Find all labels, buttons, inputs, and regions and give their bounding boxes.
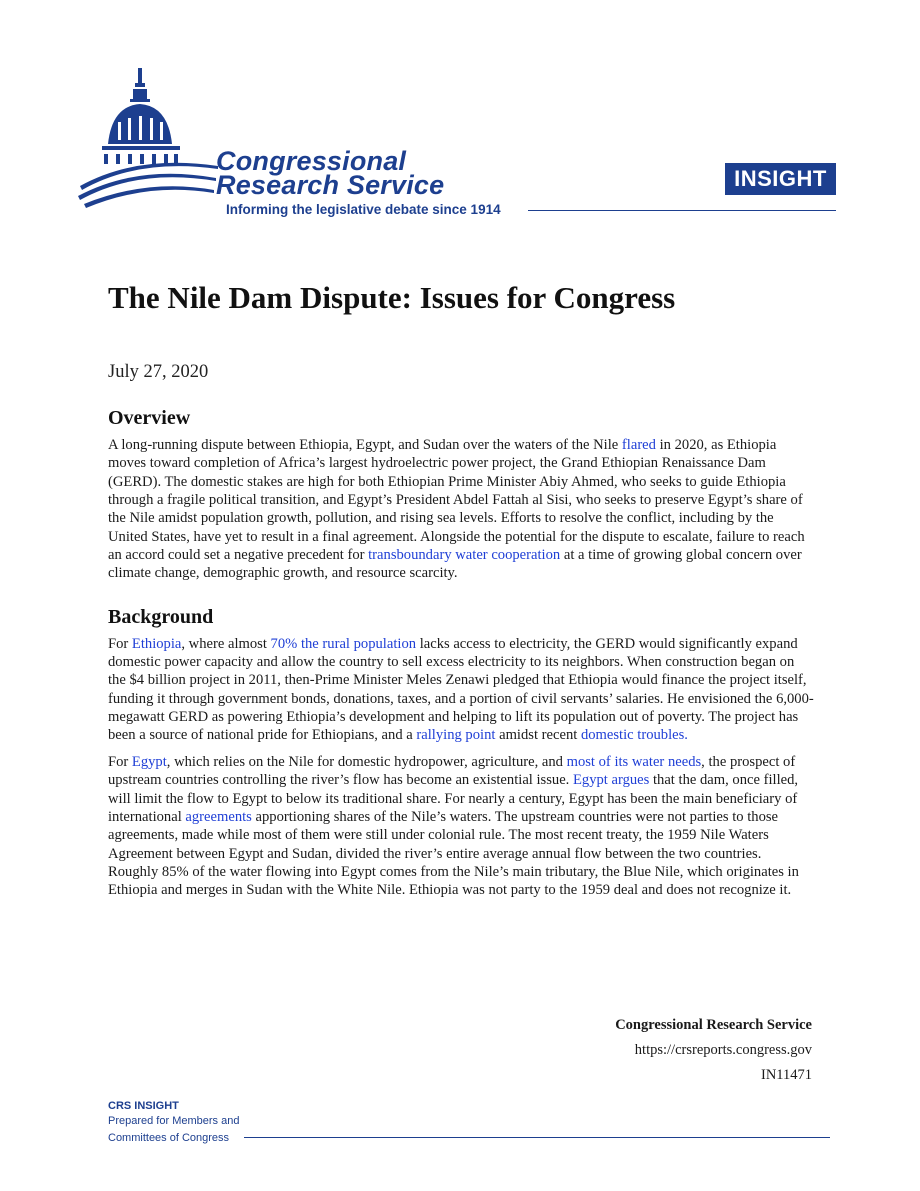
text-run: lacks access to electricity, the GERD would significantly expand domestic power capacity and allow the country to sell excess electricity to its neighbors. When construction began on the $4 billion project in 2011, then-Prime Minister Meles Zenawi pledged that Ethiopia would finance the project itself, funding it through government bonds, donations, taxes, and a portion of civil servants’ salaries. He envisioned the 6,000-megawatt GERD as powering Ethiopia’s development and helping to lift its population out of poverty. The project has been a source of national pride for Ethiopians, and a <box>108 635 814 744</box>
overview-paragraph <box>108 436 814 583</box>
text-run: , the prospect of upstream countries controlling the river’s flow has become an existential issue. <box>108 753 796 789</box>
link-rallying-point[interactable]: rallying point <box>416 727 496 744</box>
text-run: amidst recent <box>495 727 581 744</box>
header-rule <box>528 210 836 211</box>
insight-badge: INSIGHT <box>725 163 836 195</box>
text-run: at a time of growing global concern over climate change, demographic growth, and resource scarcity. <box>108 547 802 582</box>
footer-url[interactable]: https://crsreports.congress.gov <box>634 1042 812 1058</box>
text-run: For <box>108 635 132 652</box>
capitol-dome-icon <box>78 66 228 216</box>
crs-insight-label: CRS INSIGHT <box>108 1100 179 1112</box>
prepared-for-line1: Prepared for Members and <box>108 1115 240 1127</box>
crs-insight-footer <box>108 1100 239 1147</box>
link-water-needs[interactable]: most of its water needs <box>566 753 702 770</box>
text-run: that the dam, once filled, will limit the flow to Egypt to below its traditional share. For nearly a century, Egypt has been the main beneficiary of international <box>108 772 799 825</box>
text-run: For <box>108 753 132 770</box>
link-transboundary-water-cooperation[interactable]: transboundary water cooperation <box>368 547 561 564</box>
section-heading-background: Background <box>108 605 214 628</box>
link-egypt-argues[interactable]: Egypt argues <box>572 772 650 789</box>
report-code: IN11471 <box>760 1067 812 1083</box>
link-domestic-troubles[interactable]: domestic troubles. <box>580 727 688 744</box>
link-rural-population[interactable]: 70% the rural population <box>270 635 417 652</box>
brand-name-line1: Congressional <box>216 146 407 176</box>
footer-org: Congressional Research Service <box>615 1017 812 1033</box>
page-title: The Nile Dam Dispute: Issues for Congress <box>108 280 676 315</box>
article-body <box>108 404 814 900</box>
link-flared[interactable]: flared <box>621 437 656 453</box>
crs-logo[interactable] <box>78 66 538 226</box>
text-run: , which relies on the Nile for domestic hydropower, agriculture, and <box>166 753 567 770</box>
brand-name-line2: Research Service <box>216 170 445 200</box>
link-agreements[interactable]: agreements <box>185 808 252 825</box>
text-run: A long-running dispute between Ethiopia, Egypt, and Sudan over the waters of the Nile <box>108 437 622 453</box>
link-ethiopia[interactable]: Ethiopia <box>131 635 182 652</box>
section-heading-overview: Overview <box>108 407 191 429</box>
footer-attribution <box>615 1013 812 1088</box>
link-egypt[interactable]: Egypt <box>131 753 167 770</box>
prepared-for-line2: Committees of Congress <box>108 1132 230 1144</box>
text-run: apportioning shares of the Nile’s waters. The upstream countries were not parties to those agreements, made while most of them were still under colonial rule. The most recent treaty, the 1959 Nile Waters Agreement between Egypt and Sudan, divided the river’s entire average annual flow between the two countries. Roughly 85% of the water flowing into Egypt comes from the Nile’s main tributary, the Blue Nile, which originates in Ethiopia and merges in Sudan with the White Nile. Ethiopia was not party to the 1959 deal and does not recognize it. <box>108 808 799 899</box>
brand-tagline: Informing the legislative debate since 1914 <box>226 202 501 217</box>
text-run: , where almost <box>181 635 271 652</box>
publication-date: July 27, 2020 <box>108 362 209 382</box>
background-paragraph-ethiopia <box>108 635 814 745</box>
background-paragraph-egypt <box>108 753 814 900</box>
footer-rule <box>244 1137 830 1138</box>
text-run: in 2020, as Ethiopia moves toward completion of Africa’s largest hydroelectric power project, the Grand Ethiopian Renaissance Dam (GERD). The domestic stakes are high for both Ethiopian Prime Minister Abiy Ahmed, who seeks to guide Ethiopia through a fragile political transition, and Egypt’s President Abdel Fattah al Sisi, who seeks to preserve Egypt’s share of the Nile amidst population growth, pollution, and rising sea levels. Efforts to resolve the conflict, including by the United States, have yet to result in a final agreement. Alongside the potential for the dispute to escalate, failure to reach an accord could set a negative precedent for <box>108 437 805 564</box>
